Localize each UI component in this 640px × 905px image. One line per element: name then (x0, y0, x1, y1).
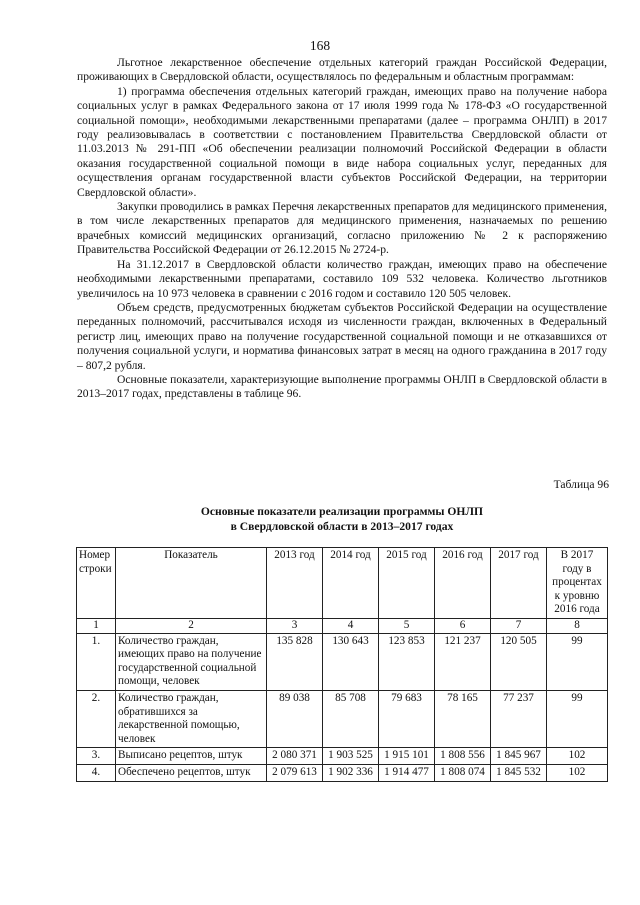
column-number: 4 (323, 618, 379, 633)
header-row (77, 548, 608, 619)
value-2013: 135 828 (267, 633, 323, 690)
value-percent: 99 (547, 633, 608, 690)
header-2013: 2013 год (267, 548, 323, 619)
column-number: 6 (435, 618, 491, 633)
value-2016: 78 165 (435, 690, 491, 747)
table-row (77, 690, 608, 747)
header-2014: 2014 год (323, 548, 379, 619)
paragraph-program: 1) программа обеспечения отдельных категорий граждан, имеющих право на получение набора социальных услуг в рамках Федерального закона от 17 июля 1999 года № 178-ФЗ «О государственной социальной помощи», необходимыми лекарственными препаратами (далее – программа ОНЛП) в 2017 году реализовывалась в соответствии с постановлением Правительства Свердловской области от 11.03.2013 № 291-ПП «Об обеспечении реализации полномочий Российской Федерации в области оказания государственной социальной помощи в виде набора социальных услуг, переданных для осуществления органам государственной власти субъектов Российской Федерации, на территории Свердловской области». (77, 84, 607, 199)
value-2013: 89 038 (267, 690, 323, 747)
column-number: 2 (116, 618, 267, 633)
table-row (77, 764, 608, 781)
value-2017: 77 237 (491, 690, 547, 747)
value-2016: 121 237 (435, 633, 491, 690)
row-label: Обеспечено рецептов, штук (116, 764, 267, 781)
paragraph-intro: Льготное лекарственное обеспечение отдельных категорий граждан Российской Федерации, проживающих в Свердловской области, осуществлялось по федеральным и областным программам: (77, 56, 607, 84)
value-2015: 79 683 (379, 690, 435, 747)
row-number: 1. (77, 633, 116, 690)
table-row (77, 633, 608, 690)
value-2017: 120 505 (491, 633, 547, 690)
value-2015: 1 915 101 (379, 748, 435, 765)
table-title (77, 505, 607, 534)
header-2017: 2017 год (491, 548, 547, 619)
table-caption: Таблица 96 (553, 478, 609, 491)
body-text (77, 56, 607, 402)
column-number-row (77, 618, 608, 633)
row-number: 3. (77, 748, 116, 765)
value-2014: 1 903 525 (323, 748, 379, 765)
header-2015: 2015 год (379, 548, 435, 619)
table-title-line-1: Основные показатели реализации программы ОНЛП (200, 505, 484, 518)
column-number: 3 (267, 618, 323, 633)
paragraph-beneficiaries: На 31.12.2017 в Свердловской области количество граждан, имеющих право на обеспечение необходимыми лекарственными препаратами, составило 109 532 человека. Количество льготников увеличилось на 10 973 человека в сравнении с 2016 годом и составило 120 505 человек. (77, 257, 607, 300)
value-percent: 99 (547, 690, 608, 747)
column-number: 7 (491, 618, 547, 633)
value-2014: 130 643 (323, 633, 379, 690)
page-number: 168 (309, 38, 331, 53)
header-row-number: Номер строки (77, 548, 116, 619)
value-2013: 2 080 371 (267, 748, 323, 765)
column-number: 1 (77, 618, 116, 633)
column-number: 5 (379, 618, 435, 633)
column-number: 8 (547, 618, 608, 633)
value-2013: 2 079 613 (267, 764, 323, 781)
header-indicator: Показатель (116, 548, 267, 619)
row-number: 2. (77, 690, 116, 747)
value-percent: 102 (547, 748, 608, 765)
paragraph-purchases: Закупки проводились в рамках Перечня лекарственных препаратов для медицинского применения, в том числе лекарственных препаратов для медицинского применения, назначаемых по решению врачебных комиссий медицинских организаций, согласно приложению № 2 к распоряжению Правительства Российской Федерации от 26.12.2015 № 2724-р. (77, 200, 607, 257)
table-title-line-2: в Свердловской области в 2013–2017 годах (230, 519, 454, 533)
row-label: Выписано рецептов, штук (116, 748, 267, 765)
row-label: Количество граждан, имеющих право на получение государственной социальной помощи, человек (116, 633, 267, 690)
value-percent: 102 (547, 764, 608, 781)
value-2016: 1 808 074 (435, 764, 491, 781)
value-2015: 1 914 477 (379, 764, 435, 781)
header-percent: В 2017 году в процентах к уровню 2016 года (547, 548, 608, 619)
value-2017: 1 845 532 (491, 764, 547, 781)
paragraph-table-ref: Основные показатели, характеризующие выполнение программы ОНЛП в Свердловской области в 2013–2017 годах, представлены в таблице 96. (77, 372, 607, 401)
header-2016: 2016 год (435, 548, 491, 619)
value-2015: 123 853 (379, 633, 435, 690)
value-2014: 85 708 (323, 690, 379, 747)
table-row (77, 748, 608, 765)
value-2014: 1 902 336 (323, 764, 379, 781)
paragraph-funding: Объем средств, предусмотренных бюджетам субъектов Российской Федерации на осуществление переданных полномочий, рассчитывался исходя из численности граждан, включенных в Федеральный регистр лиц, имеющих право на получение государственной социальной помощи и не отказавшихся от получения социальной услуги, и норматива финансовых затрат в месяц на одного гражданина в 2017 году – 807,2 рубля. (77, 300, 607, 372)
value-2017: 1 845 967 (491, 748, 547, 765)
indicators-table (76, 547, 608, 782)
row-number: 4. (77, 764, 116, 781)
row-label: Количество граждан, обратившихся за лекарственной помощью, человек (116, 690, 267, 747)
value-2016: 1 808 556 (435, 748, 491, 765)
